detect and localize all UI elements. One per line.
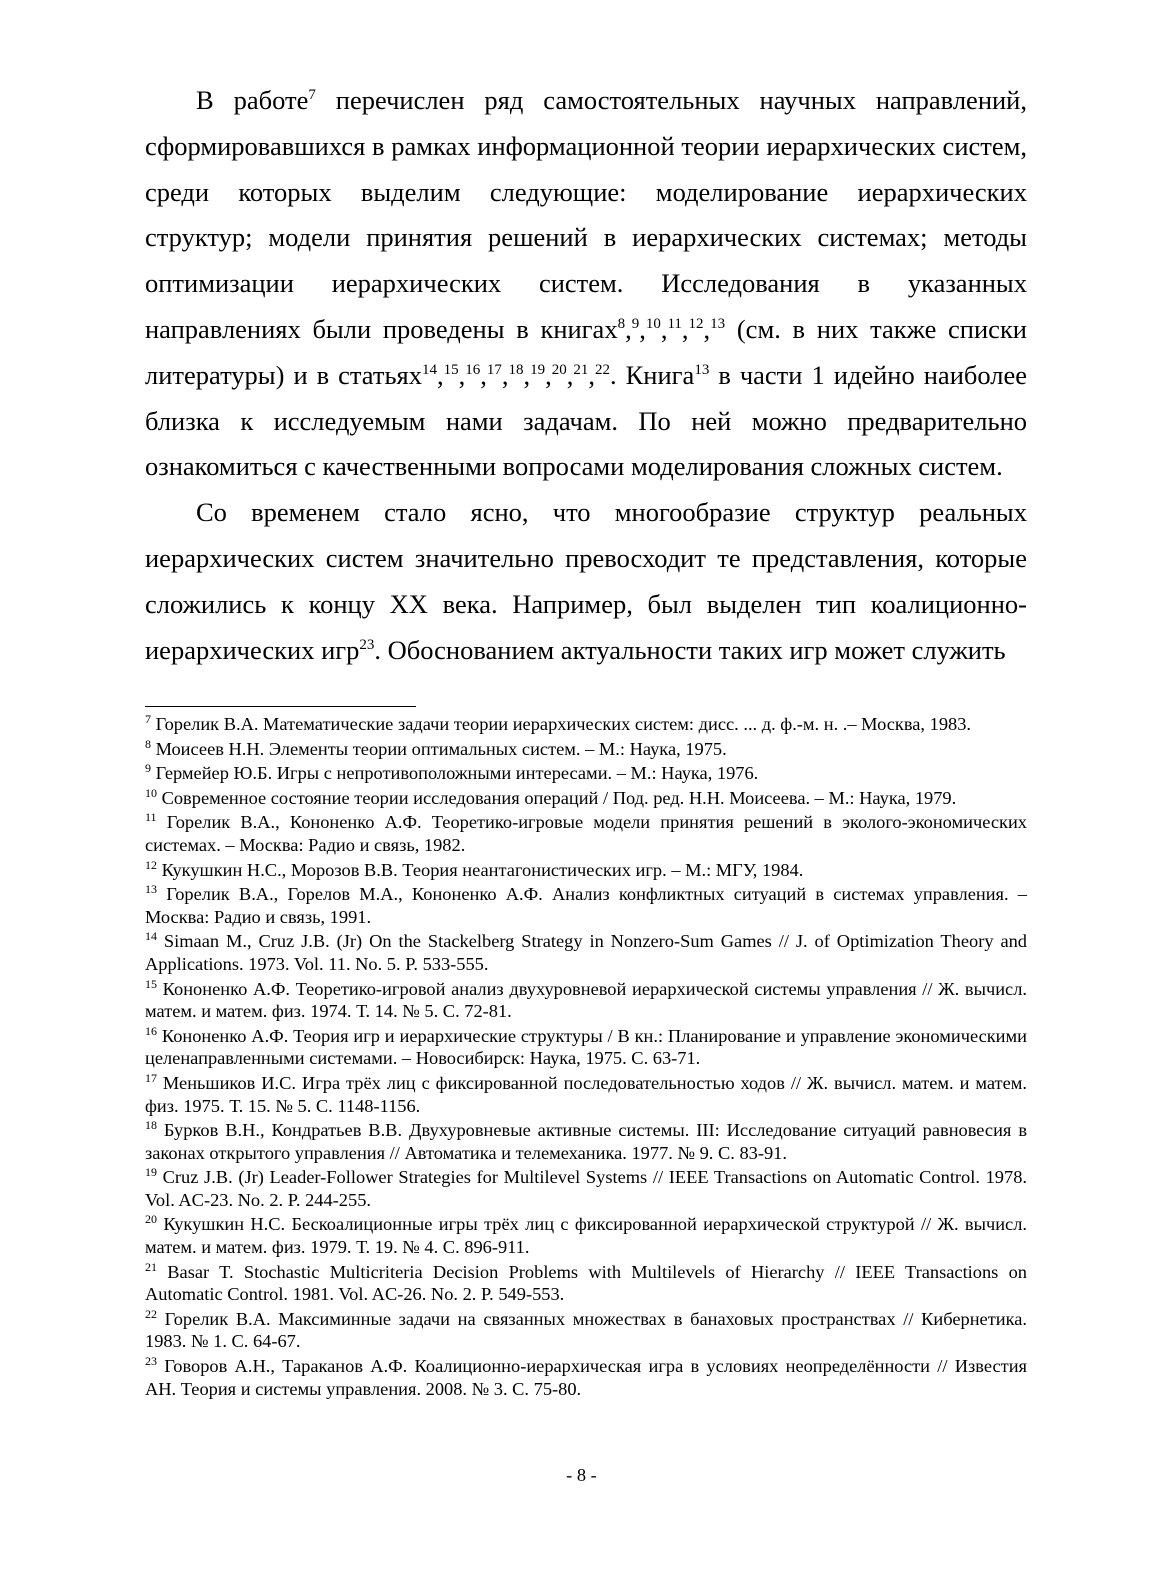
- footnote-text: Кононенко А.Ф. Теоретико-игровой анализ двухуровневой иерархической системы управления // Ж. вычисл. матем. и матем. физ. 1974. Т. 14. № 5. С. 72-81.: [145, 978, 1027, 1022]
- footnote-text: Горелик В.А., Горелов М.А., Кононенко А.Ф. Анализ конфликтных ситуаций в системах управления. – Москва: Радио и связь, 1991.: [145, 884, 1027, 927]
- footnote-ref: 14: [422, 361, 437, 378]
- footnote-number: 21: [145, 1259, 157, 1274]
- paragraph-text: ,: [681, 313, 689, 344]
- footnote-number: 12: [145, 857, 157, 872]
- paragraph-text: ,: [458, 359, 466, 390]
- footnote-ref: 10: [645, 316, 661, 333]
- footnote-number: 8: [145, 736, 151, 751]
- paragraph-text: ,: [523, 359, 531, 390]
- footnote-text: Cruz J.B. (Jr) Leader-Follower Strategies for Multilevel Systems // IEEE Transactions on Automatic Control. 1978. Vol. AC-23. No. 2. P. 244-255.: [145, 1167, 1027, 1210]
- footnote-number: 13: [145, 882, 157, 897]
- paragraph-text: ,: [703, 313, 711, 344]
- footnote-number: 11: [145, 810, 157, 825]
- footnote-number: 17: [145, 1070, 157, 1085]
- footnote-number: 18: [145, 1117, 157, 1132]
- footnote-text: Горелик В.А., Кононенко А.Ф. Теоретико-игровые модели принятия решений в эколого-экономических системах. – Москва: Радио и связь, 1982.: [145, 812, 1027, 855]
- footnote-number: 10: [145, 785, 157, 800]
- paragraph-text: ,: [566, 359, 574, 390]
- paragraph-text: перечислен ряд самостоятельных научных направлений, сформировавшихся в рамках информационной теории иерархических систем, среди которых выделим следующие: моделирование иерархических структур; модели принятия решений в иерархических системах; методы оптимизации иерархических систем. Исследования в указанных направлениях были проведены в книгах: [145, 85, 1027, 344]
- footnote-ref: 15: [443, 361, 459, 378]
- footnote-ref: 19: [530, 361, 546, 378]
- footnote-ref: 8: [617, 316, 626, 333]
- footnote-number: 19: [145, 1165, 157, 1180]
- footnote-separator: [145, 706, 416, 707]
- footnote-ref: 7: [308, 87, 316, 104]
- footnote: [145, 762, 1027, 785]
- footnote: [145, 1261, 1027, 1306]
- footnote-number: 16: [145, 1023, 157, 1038]
- footnote: [145, 1355, 1027, 1400]
- footnote: [145, 859, 1027, 882]
- paragraph: [145, 490, 1027, 673]
- paragraph-text: ,: [660, 313, 668, 344]
- footnote-number: 20: [145, 1212, 157, 1227]
- footnote-number: 14: [145, 929, 157, 944]
- paragraph-text: в части 1 идейно наиболее близка к исследуемым нами задачам. По ней можно предварительно ознакомиться с качественными вопросами моделирования сложных систем.: [145, 359, 1028, 482]
- footnote-text: Basar T. Stochastic Multicriteria Decision Problems with Multilevels of Hierarchy // IEEE Transactions on Automatic Control. 1981. Vol. AC-26. No. 2. P. 549-553.: [145, 1261, 1027, 1305]
- footnote: [145, 1213, 1027, 1258]
- footnote-ref: 12: [688, 316, 704, 333]
- paragraph-text: ,: [545, 359, 552, 390]
- footnote: [145, 978, 1027, 1023]
- footnote-text: Бурков В.Н., Кондратьев В.В. Двухуровневые активные системы. III: Исследование ситуаций равновесия в законах открытого управления // Автоматика и телемеханика. 1977. № 9. С. 83-91.: [145, 1120, 1027, 1163]
- footnote-text: Кукушкин Н.С. Бескоалиционные игры трёх лиц с фиксированной иерархической структурой // Ж. вычисл. матем. и матем. физ. 1979. Т. 19. № 4. С. 896-911.: [145, 1214, 1027, 1258]
- footnote-ref: 9: [631, 316, 640, 333]
- footnote-number: 7: [145, 711, 151, 726]
- footnote: [145, 1166, 1027, 1211]
- footnote-text: Меньшиков И.С. Игра трёх лиц с фиксированной последовательностью ходов // Ж. вычисл. матем. и матем. физ. 1975. Т. 15. № 5. С. 1148-1156.: [145, 1072, 1027, 1116]
- footnote: [145, 1072, 1027, 1117]
- footnote-number: 9: [145, 761, 151, 776]
- footnote: [145, 713, 1027, 736]
- footnote: [145, 883, 1027, 928]
- body-text: [145, 78, 1027, 673]
- footnote-text: Кукушкин Н.С., Морозов В.В. Теория неантагонистических игр. – М.: МГУ, 1984.: [157, 859, 804, 880]
- paragraph: [145, 78, 1027, 490]
- footnote: [145, 930, 1027, 975]
- footnote-ref: 13: [694, 361, 710, 378]
- footnote-text: Горелик В.А. Максиминные задачи на связанных множествах в банаховых пространствах // Кибернетика. 1983. № 1. С. 64-67.: [145, 1308, 1027, 1352]
- footnote-ref: 11: [667, 316, 682, 333]
- paragraph-text: ,: [480, 359, 487, 390]
- page-number: - 8 -: [566, 1465, 597, 1485]
- footnote-ref: 13: [710, 316, 726, 333]
- footnote-text: Говоров А.Н., Тараканов А.Ф. Коалиционно-иерархическая игра в условиях неопределённости // Известия АН. Теория и системы управления. 2008. № 3. С. 75-80.: [145, 1356, 1027, 1399]
- footnote-ref: 22: [595, 361, 610, 378]
- paragraph-text: ,: [588, 359, 595, 390]
- footnote-text: Горелик В.А. Математические задачи теории иерархических систем: дисс. ... д. ф.-м. н. .– Москва, 1983.: [151, 714, 972, 734]
- paragraph-text: ,: [501, 359, 509, 390]
- footnote-number: 22: [145, 1306, 157, 1321]
- paragraph-text: Со временем стало ясно, что многообразие структур реальных иерархических систем значительно превосходит те представления, которые сложились к концу XX века. Например, был выделен тип коалиционно-иерархических игр: [145, 497, 1027, 665]
- footnote-text: Гермейер Ю.Б. Игры с непротивоположными интересами. – М.: Наука, 1976.: [151, 763, 759, 784]
- footnote-ref: 18: [508, 361, 524, 378]
- paragraph-text: ,: [437, 359, 444, 390]
- footnote-text: Современное состояние теории исследования операций / Под. ред. Н.Н. Моисеева. – М.: Наука, 1979.: [157, 787, 957, 808]
- footnote-number: 15: [145, 976, 157, 991]
- paragraph-text: В работе: [196, 85, 309, 115]
- paragraph-text: . Книга: [610, 359, 695, 390]
- footnote: [145, 1119, 1027, 1164]
- footnote-number: 23: [145, 1353, 157, 1368]
- footnotes: [145, 713, 1027, 1402]
- footnote: [145, 1308, 1027, 1353]
- footnote: [145, 738, 1027, 761]
- footnote-text: Simaan M., Cruz J.B. (Jr) On the Stackelberg Strategy in Nonzero-Sum Games // J. of Optimization Theory and Applications. 1973. Vol. 11. No. 5. P. 533-555.: [145, 931, 1027, 974]
- footnote-ref: 23: [359, 636, 375, 653]
- paragraph-text: ,: [625, 313, 632, 344]
- footnote-ref: 20: [551, 361, 567, 378]
- paragraph-text: . Обоснованием актуальности таких игр может служить: [374, 634, 1006, 665]
- paragraph-text: (см. в них также списки литературы) и в статьях: [145, 313, 1027, 390]
- footnote: [145, 787, 1027, 810]
- footnote-ref: 16: [465, 361, 481, 378]
- footnote-ref: 21: [573, 361, 589, 378]
- footnote-ref: 17: [486, 361, 502, 378]
- footnote: [145, 1025, 1027, 1070]
- footnote: [145, 811, 1027, 856]
- footnote-text: Моисеев Н.Н. Элементы теории оптимальных систем. – М.: Наука, 1975.: [151, 738, 727, 759]
- paragraph-text: ,: [639, 313, 646, 344]
- footnote-text: Кононенко А.Ф. Теория игр и иерархические структуры / В кн.: Планирование и управление экономическими целенаправленными системами. – Новосибирск: Наука, 1975. С. 63-71.: [145, 1025, 1027, 1069]
